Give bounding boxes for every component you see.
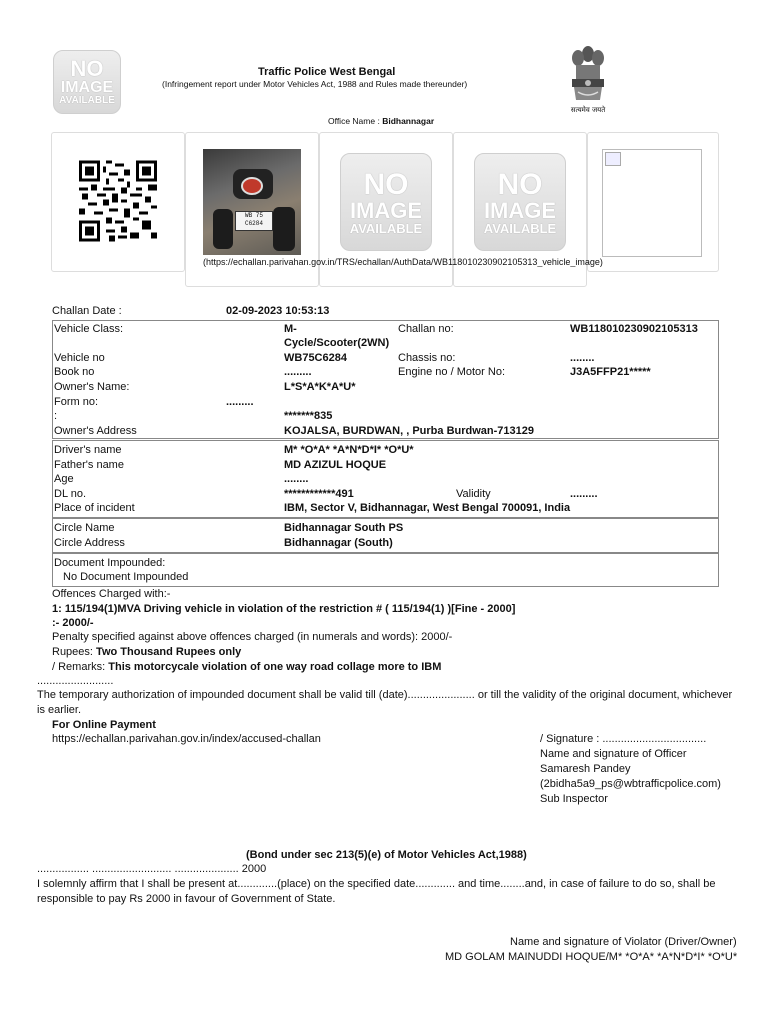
number-plate: WB 75 C6284 (235, 211, 273, 231)
bond-text-1: I solemnly affirm that I shall be present at.............(place) on the specified date............. and time........and, in case of failure to do so, shall be (37, 878, 716, 890)
office-label: Office Name : (328, 116, 380, 126)
validity-label: Validity (456, 488, 491, 500)
photo-link[interactable]: (https://echallan.parivahan.gov.in/TRS/echallan/AuthData/WB118010230902105313_vehicle_image) (203, 257, 603, 267)
remarks-line: / Remarks: This motorcycale violation of one way road collage more to IBM (52, 661, 442, 673)
place-label: Place of incident (54, 502, 135, 514)
book-no-label: Book no (54, 366, 95, 378)
vehicle-photo[interactable] (203, 149, 301, 255)
authorization-text-2: is earlier. (37, 704, 82, 716)
authorization-text-1: The temporary authorization of impounded document shall be valid till (date)...................... or till the validity of the original document, whichever (37, 689, 733, 701)
payment-link[interactable]: https://echallan.parivahan.gov.in/index/accused-challan (52, 733, 321, 745)
office-value: Bidhannagar (382, 116, 435, 126)
ashoka-emblem-icon (566, 44, 610, 102)
circle-name-label: Circle Name (54, 522, 115, 534)
officer-label: Name and signature of Officer (540, 748, 687, 760)
challan-no-value: WB118010230902105313 (570, 323, 698, 335)
qr-code-icon (79, 160, 157, 242)
driver-name-value: M* *O*A* *A*N*D*I* *O*U* (284, 444, 414, 456)
officer-rank: Sub Inspector (540, 793, 608, 805)
image-panel-5 (587, 132, 719, 272)
father-name-value: MD AZIZUL HOQUE (284, 459, 387, 471)
owner-name-value: L*S*A*K*A*U* (284, 381, 356, 393)
bond-dots-line: ................. .......................... ..................... 2000 (37, 863, 267, 875)
owner-name-label: Owner's Name: (54, 381, 130, 393)
offence-line-1: 1: 115/194(1)MVA Driving vehicle in violation of the restriction # ( 115/194(1) )[Fine - 2000] (52, 603, 516, 615)
broken-image-icon (602, 149, 702, 257)
offence-line-2: :- 2000/- (52, 617, 94, 629)
penalty-text: Penalty specified against above offences charged (in numerals and words): 2000/- (52, 631, 453, 643)
violator-label: Name and signature of Violator (Driver/Owner) (510, 936, 737, 948)
owner-address-value: KOJALSA, BURDWAN, , Purba Burdwan-713129 (284, 425, 534, 437)
vehicle-class-value-2: Cycle/Scooter(2WN) (284, 337, 390, 349)
violator-name: MD GOLAM MAINUDDI HOQUE/M* *O*A* *A*N*D*I* *O*U* (445, 951, 738, 963)
vehicle-class-value: M- (284, 323, 297, 335)
officer-signature: / Signature : .................................. (540, 733, 707, 745)
challan-date-label: Challan Date : (52, 305, 122, 317)
chassis-label: Chassis no: (398, 352, 456, 364)
challan-date-value: 02-09-2023 10:53:13 (226, 305, 330, 317)
emblem-motto: सत्यमेव जयते (570, 106, 606, 114)
bond-text-2: responsible to pay Rs 2000 in favour of Government of State. (37, 893, 336, 905)
document-label: Document Impounded: (54, 557, 166, 569)
dl-no-label: DL no. (54, 488, 87, 500)
offences-heading: Offences Charged with:- (52, 588, 171, 600)
vehicle-no-label: Vehicle no (54, 352, 105, 364)
logo-no-image: NO IMAGE AVAILABLE (53, 50, 121, 114)
chassis-value: ........ (570, 352, 595, 364)
masked-value: *******835 (284, 410, 333, 422)
place-value: IBM, Sector V, Bidhannagar, West Bengal 700091, India (284, 502, 571, 514)
form-no-label: Form no: (54, 396, 99, 408)
dl-no-value: ************491 (284, 488, 354, 500)
book-no-value: ......... (284, 366, 312, 378)
circle-address-value: Bidhannagar (South) (284, 537, 393, 549)
form-no-value: ......... (226, 396, 254, 408)
father-name-label: Father's name (54, 459, 124, 471)
engine-no-label: Engine no / Motor No: (398, 366, 506, 378)
no-image-placeholder: NO IMAGE AVAILABLE (340, 153, 432, 251)
age-label: Age (54, 473, 74, 485)
qr-panel (51, 132, 185, 272)
page-title: Traffic Police West Bengal (258, 66, 396, 78)
document-value: No Document Impounded (63, 571, 189, 583)
vehicle-no-value: WB75C6284 (284, 352, 347, 364)
bond-heading: (Bond under sec 213(5)(e) of Motor Vehicles Act,1988) (246, 849, 527, 861)
emblem (566, 44, 610, 116)
dots-line: ......................... (37, 675, 114, 687)
masked-label: : (54, 410, 58, 422)
no-image-placeholder: NO IMAGE AVAILABLE (474, 153, 566, 251)
vehicle-class-label: Vehicle Class: (54, 323, 124, 335)
owner-address-label: Owner's Address (54, 425, 137, 437)
officer-email: (2bidha5a9_ps@wbtrafficpolice.com) (540, 778, 721, 790)
office-name (328, 116, 434, 126)
validity-value: ......... (570, 488, 598, 500)
circle-address-label: Circle Address (54, 537, 125, 549)
challan-no-label: Challan no: (398, 323, 454, 335)
online-payment-heading: For Online Payment (52, 719, 156, 731)
driver-name-label: Driver's name (54, 444, 122, 456)
page-subtitle: (Infringement report under Motor Vehicles Act, 1988 and Rules made thereunder) (162, 79, 468, 89)
circle-name-value: Bidhannagar South PS (284, 522, 404, 534)
age-value: ........ (284, 473, 309, 485)
engine-no-value: J3A5FFP21***** (570, 366, 651, 378)
rupees-line: Rupees: Two Thousand Rupees only (52, 646, 242, 658)
officer-name: Samaresh Pandey (540, 763, 631, 775)
